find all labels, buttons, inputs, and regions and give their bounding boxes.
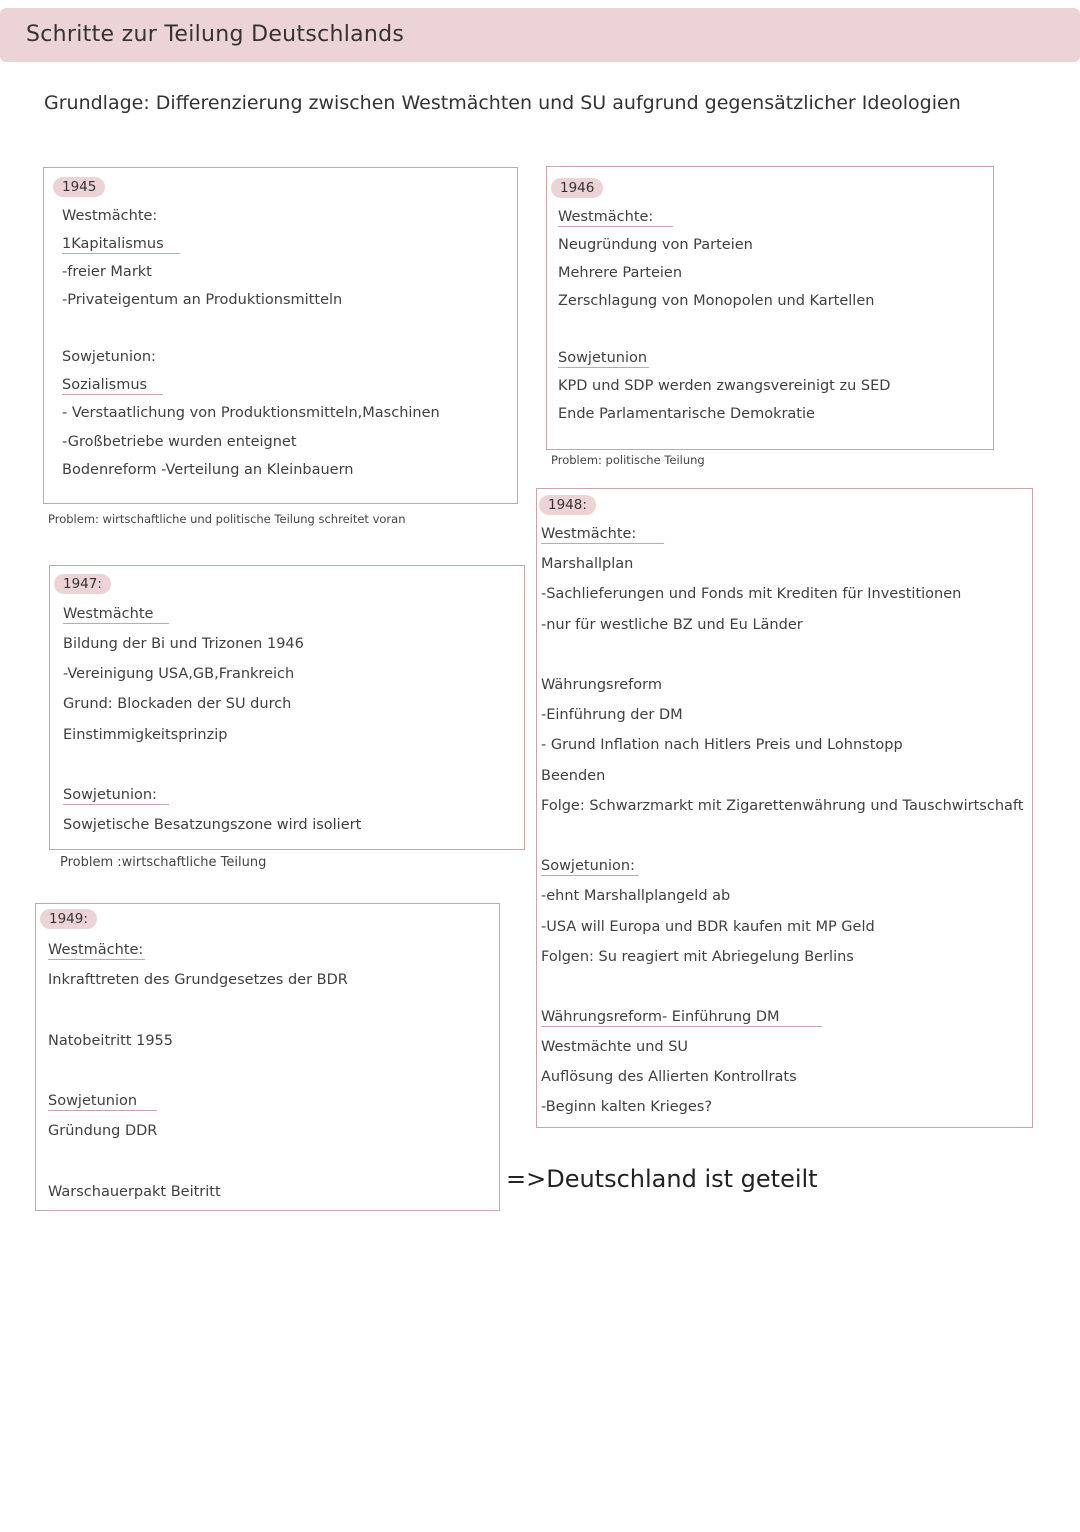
west-heading: Westmächte: bbox=[558, 209, 673, 227]
west-item: -nur für westliche BZ und Eu Länder bbox=[541, 617, 803, 633]
west-item: -Sachlieferungen und Fonds mit Krediten für Investitionen bbox=[541, 586, 962, 602]
su-heading: Sowjetunion bbox=[558, 350, 648, 366]
title-bar bbox=[0, 8, 1080, 62]
box-1945 bbox=[43, 167, 518, 504]
west-heading: Westmächte bbox=[63, 606, 169, 624]
su-heading: Sowjetunion bbox=[48, 1093, 157, 1111]
su-item: Sowjetische Besatzungszone wird isoliert bbox=[63, 817, 362, 833]
su-item: Folgen: Su reagiert mit Abriegelung Berlins bbox=[541, 949, 854, 965]
currency-reform-2-item: -Beginn kalten Krieges? bbox=[541, 1099, 713, 1115]
box-1948 bbox=[536, 488, 1033, 1128]
su-item: Bodenreform -Verteilung an Kleinbauern bbox=[62, 462, 354, 478]
su-item: Warschauerpakt Beitritt bbox=[48, 1184, 221, 1200]
problem-note: Problem: wirtschaftliche und politische Teilung schreitet voran bbox=[48, 512, 406, 526]
su-item: Gründung DDR bbox=[48, 1123, 158, 1139]
su-heading: Sowjetunion: bbox=[62, 349, 156, 365]
year-badge: 1947: bbox=[54, 574, 111, 594]
subtitle: Grundlage: Differenzierung zwischen Westmächten und SU aufgrund gegensätzlicher Ideologien bbox=[44, 92, 961, 114]
conclusion: =>Deutschland ist geteilt bbox=[506, 1165, 818, 1193]
page-title: Schritte zur Teilung Deutschlands bbox=[26, 22, 405, 47]
su-item: -Großbetriebe wurden enteignet bbox=[62, 434, 297, 450]
west-item: Natobeitritt 1955 bbox=[48, 1033, 173, 1049]
west-item: Marshallplan bbox=[541, 556, 634, 572]
su-item: - Verstaatlichung von Produktionsmitteln,Maschinen bbox=[62, 405, 440, 421]
su-heading: Sowjetunion: bbox=[541, 858, 639, 876]
su-item: Sozialismus bbox=[62, 377, 163, 395]
west-item: Zerschlagung von Monopolen und Kartellen bbox=[558, 293, 875, 309]
west-heading: Westmächte: bbox=[62, 208, 158, 224]
currency-reform-item: Beenden bbox=[541, 768, 606, 784]
problem-note: Problem :wirtschaftliche Teilung bbox=[60, 855, 267, 870]
box-1949 bbox=[35, 903, 500, 1211]
currency-reform-2-item: Westmächte und SU bbox=[541, 1039, 689, 1055]
west-item: -freier Markt bbox=[62, 264, 152, 280]
west-item: Inkrafttreten des Grundgesetzes der BDR bbox=[48, 972, 348, 988]
west-item: Einstimmigkeitsprinzip bbox=[63, 727, 228, 743]
west-item: Neugründung von Parteien bbox=[558, 237, 753, 253]
year-badge: 1945 bbox=[53, 177, 105, 197]
west-item: -Privateigentum an Produktionsmitteln bbox=[62, 292, 343, 308]
currency-reform-2-item: Auflösung des Allierten Kontrollrats bbox=[541, 1069, 797, 1085]
west-item: 1Kapitalismus bbox=[62, 236, 180, 254]
year-badge: 1946 bbox=[551, 178, 603, 198]
su-item: -ehnt Marshallplangeld ab bbox=[541, 888, 731, 904]
currency-reform-item: Folge: Schwarzmarkt mit Zigarettenwährung und Tauschwirtschaft bbox=[541, 798, 1024, 814]
problem-note: Problem: politische Teilung bbox=[551, 453, 705, 467]
west-heading: Westmächte: bbox=[541, 526, 664, 544]
su-item: Ende Parlamentarische Demokratie bbox=[558, 406, 815, 422]
currency-reform-item: -Einführung der DM bbox=[541, 707, 683, 723]
west-item: Bildung der Bi und Trizonen 1946 bbox=[63, 636, 304, 652]
currency-reform-heading: Währungsreform bbox=[541, 677, 662, 693]
year-badge: 1948: bbox=[539, 495, 596, 515]
west-item: Grund: Blockaden der SU durch bbox=[63, 696, 292, 712]
box-1946 bbox=[546, 166, 994, 450]
su-item: KPD und SDP werden zwangsvereinigt zu SED bbox=[558, 378, 891, 394]
su-heading: Sowjetunion: bbox=[63, 787, 169, 805]
west-item: Mehrere Parteien bbox=[558, 265, 683, 281]
su-item: -USA will Europa und BDR kaufen mit MP Geld bbox=[541, 919, 875, 935]
year-badge: 1949: bbox=[40, 909, 97, 929]
box-1947 bbox=[49, 565, 525, 850]
currency-reform-2-heading: Währungsreform- Einführung DM bbox=[541, 1009, 822, 1027]
west-item: -Vereinigung USA,GB,Frankreich bbox=[63, 666, 295, 682]
currency-reform-item: - Grund Inflation nach Hitlers Preis und Lohnstopp bbox=[541, 737, 903, 753]
west-heading: Westmächte: bbox=[48, 942, 144, 958]
